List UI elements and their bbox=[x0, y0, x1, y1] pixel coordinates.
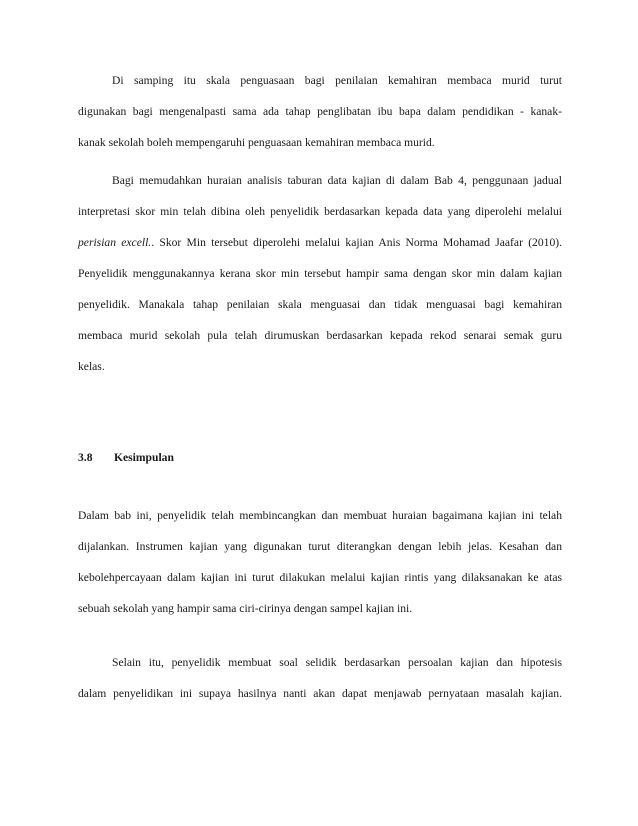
italic-software-name: perisian excell. bbox=[78, 236, 152, 249]
text-line: interpretasi skor min telah dibina oleh penyelidik berdasarkan kepada data yang diperolehi melalui bbox=[78, 205, 562, 218]
text-line: membaca murid sekolah pula telah dirumuskan berdasarkan kepada rekod senarai semak guru bbox=[78, 329, 562, 342]
text-line: kebolehpercayaan dalam kajian ini turut dilakukan melalui kajian rintis yang dilaksanakan ke atas bbox=[78, 571, 562, 584]
text-line: Penyelidik menggunakannya kerana skor min tersebut hampir sama dengan skor min dalam kajian bbox=[78, 267, 562, 280]
text-fragment: . Skor Min tersebut diperolehi melalui kajian Anis Norma Mohamad Jaafar (2010). bbox=[151, 236, 562, 249]
text-line-with-italic bbox=[78, 236, 562, 267]
text-line: digunakan bagi mengenalpasti sama ada tahap penglibatan ibu bapa dalam pendidikan - kanak- bbox=[78, 105, 562, 118]
section-heading bbox=[78, 451, 174, 465]
text-line: Bagi memudahkan huraian analisis taburan data kajian di dalam Bab 4, penggunaan jadual bbox=[112, 174, 562, 187]
text-line: Dalam bab ini, penyelidik telah membincangkan dan membuat huraian bagaimana kajian ini telah bbox=[78, 509, 562, 522]
text-line: kelas. bbox=[78, 360, 105, 373]
text-line: kanak sekolah boleh mempengaruhi penguasaan kemahiran membaca murid. bbox=[78, 136, 435, 149]
text-line: Selain itu, penyelidik membuat soal selidik berdasarkan persoalan kajian dan hipotesis bbox=[112, 656, 562, 669]
text-line: dijalankan. Instrumen kajian yang digunakan turut diterangkan dengan lebih jelas. Kesahan dan bbox=[78, 540, 562, 553]
text-line: dalam penyelidikan ini supaya hasilnya nanti akan dapat menjawab pernyataan masalah kajian. bbox=[78, 687, 562, 700]
section-number: 3.8 bbox=[78, 451, 93, 464]
text-line: Di samping itu skala penguasaan bagi penilaian kemahiran membaca murid turut bbox=[112, 74, 562, 87]
section-title: Kesimpulan bbox=[114, 451, 174, 464]
paragraph-questionnaire bbox=[78, 656, 562, 718]
text-line: sebuah sekolah yang hampir sama ciri-cirinya dengan sampel kajian ini. bbox=[78, 602, 413, 615]
paragraph-scale-mastery bbox=[78, 74, 562, 167]
paragraph-conclusion bbox=[78, 509, 562, 633]
paragraph-data-analysis bbox=[78, 174, 562, 391]
text-line: penyelidik. Manakala tahap penilaian skala menguasai dan tidak menguasai bagi kemahiran bbox=[78, 298, 562, 311]
